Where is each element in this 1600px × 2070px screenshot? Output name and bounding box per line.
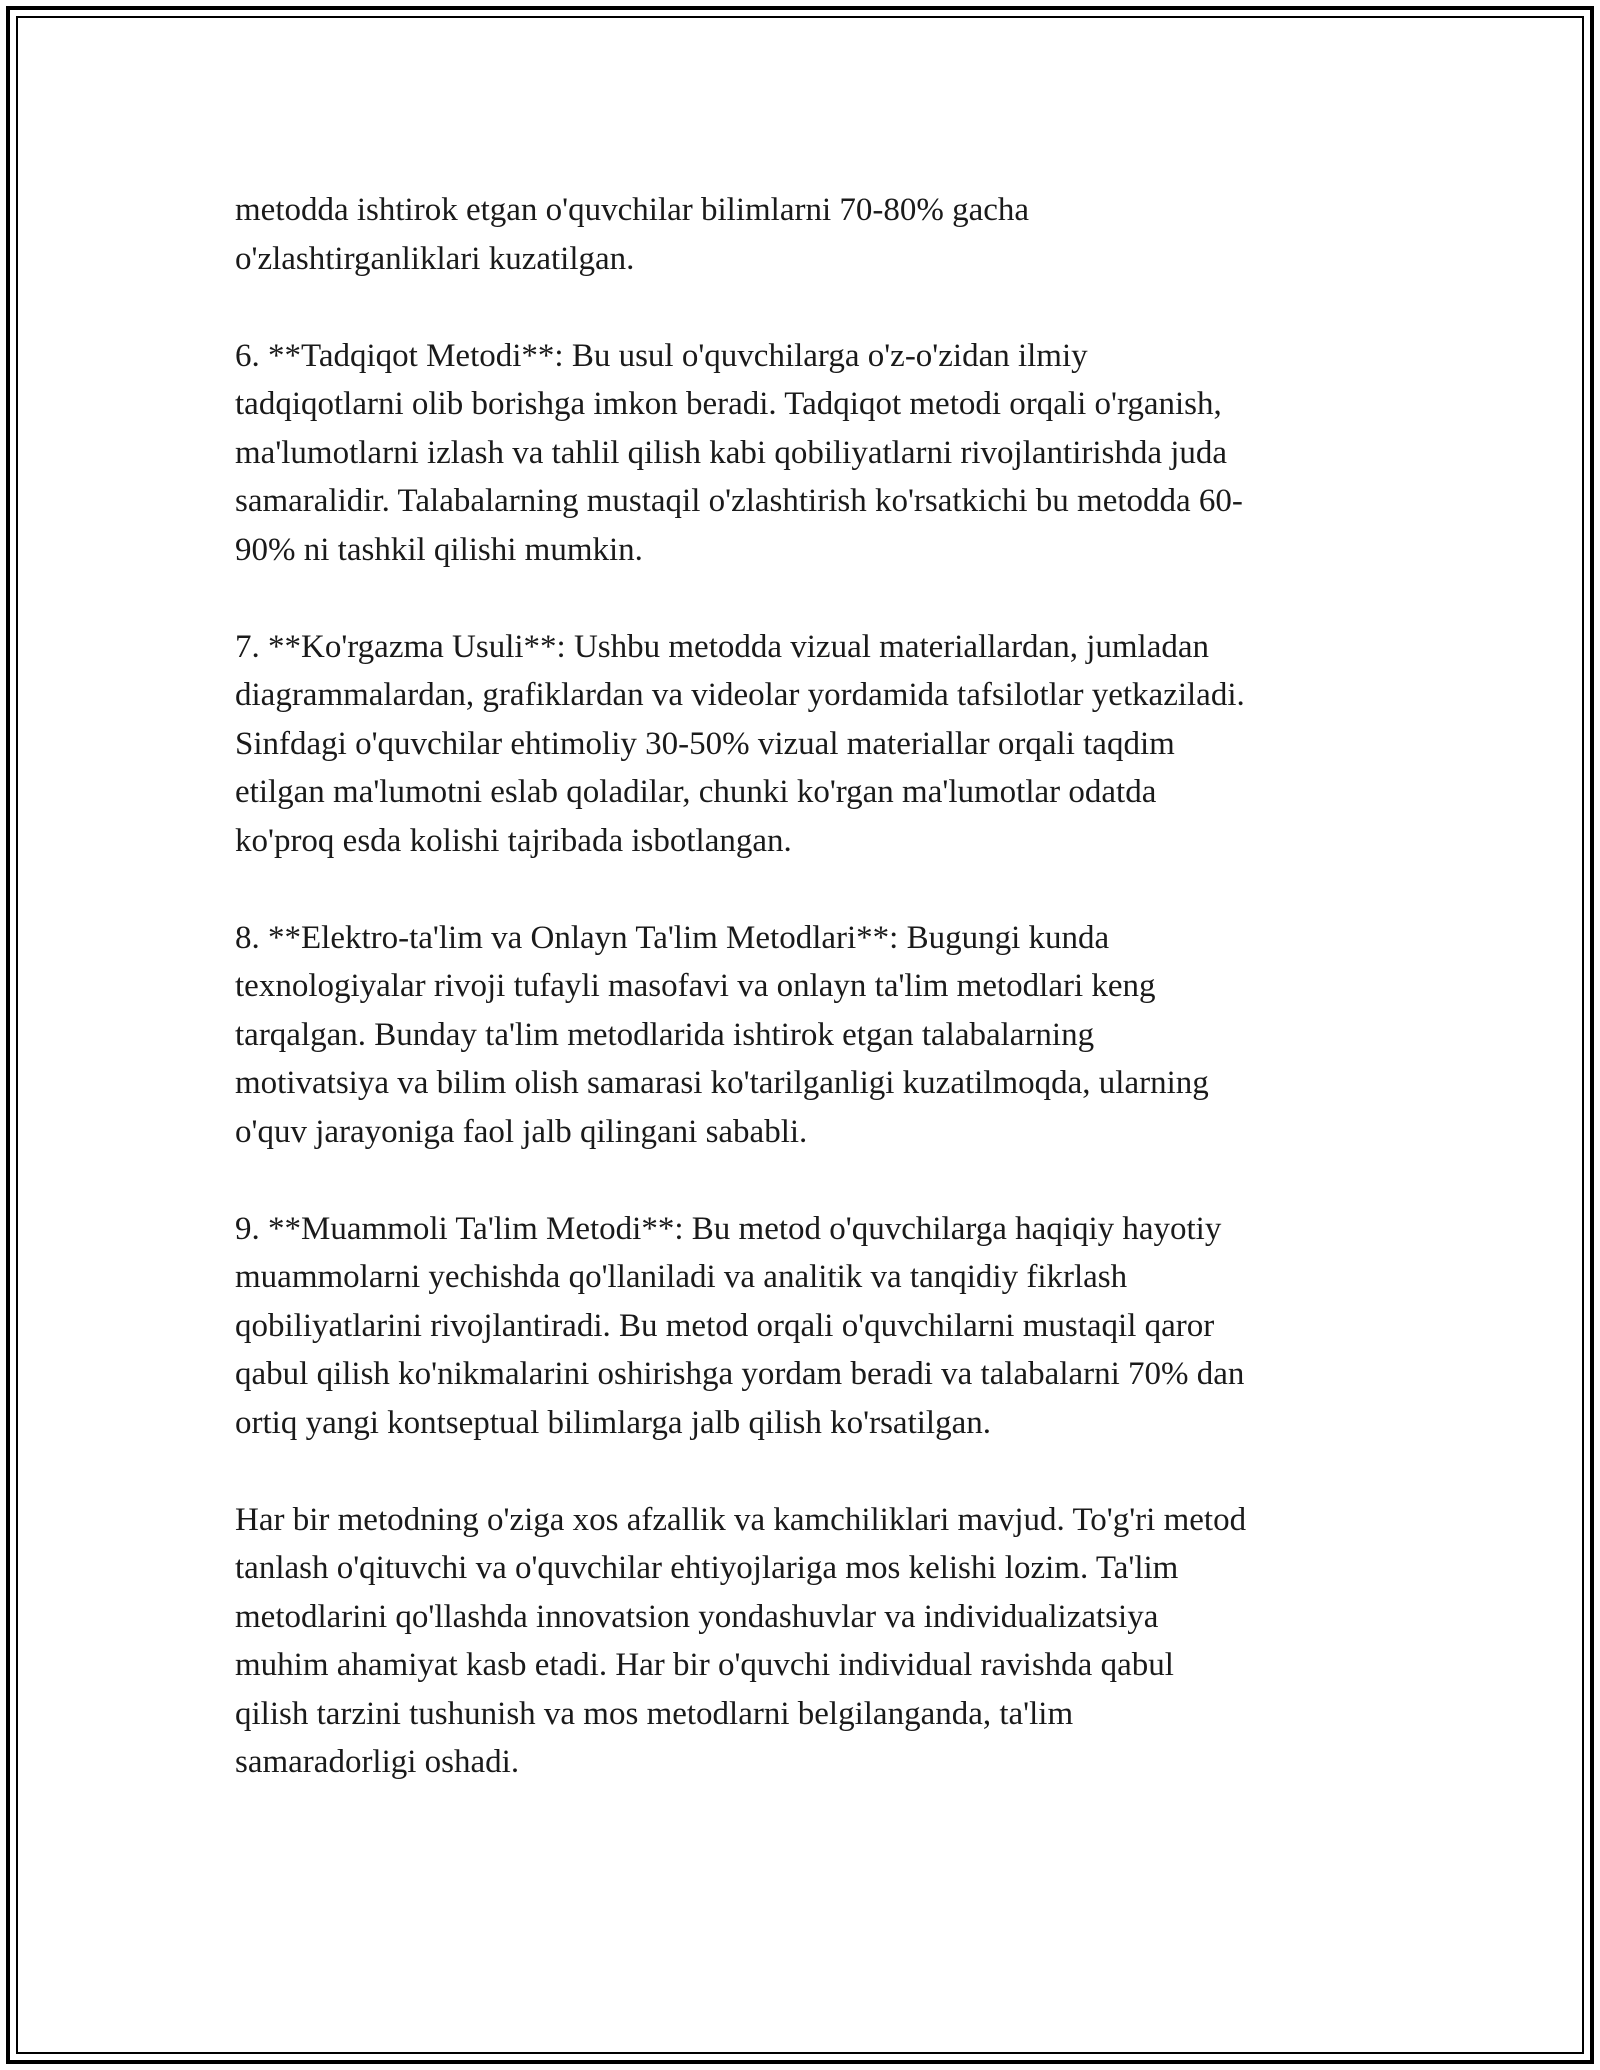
paragraph-continuation: metodda ishtirok etgan o'quvchilar bilimlarni 70-80% gacha o'zlashtirganliklari kuzatilgan. bbox=[235, 192, 1030, 277]
paragraph-conclusion: Har bir metodning o'ziga xos afzallik va kamchiliklari mavjud. To'g'ri metod tanlash o'qituvchi va o'quvchilar ehtiyojlariga mos kelishi lozim. Ta'lim metodlarini qo'llashda innovatsion yondashuvlar va individualizatsiya muhim ahamiyat kasb etadi. Har bir o'quvchi individual ravishda qabul qilish tarzini tushunish va mos metodlarni belgilanganda, ta'lim samaradorligi oshadi. bbox=[235, 1501, 1247, 1780]
document-body bbox=[235, 186, 1380, 1787]
paragraph-item-8-elektro-talim: 8. **Elektro-ta'lim va Onlayn Ta'lim Metodlari**: Bugungi kunda texnologiyalar rivoji tufayli masofavi va onlayn ta'lim metodlari keng tarqalgan. Bunday ta'lim metodlarida ishtirok etgan talabalarning motivatsiya va bilim olish samarasi ko'tarilganligi kuzatilmoqda, ularning o'quv jarayoniga faol jalb qilingani sababli. bbox=[235, 919, 1209, 1150]
paragraph-item-9-muammoli-talim: 9. **Muammoli Ta'lim Metodi**: Bu metod o'quvchilarga haqiqiy hayotiy muammolarni yechishda qo'llaniladi va analitik va tanqidiy fikrlash qobiliyatlarini rivojlantiradi. Bu metod orqali o'quvchilarni mustaqil qaror qabul qilish ko'nikmalarini oshirishga yordam beradi va talabalarni 70% dan ortiq yangi kontseptual bilimlarga jalb qilish ko'rsatilgan. bbox=[235, 1210, 1245, 1441]
paragraph-item-7-korgazma-usuli: 7. **Ko'rgazma Usuli**: Ushbu metodda vizual materiallardan, jumladan diagrammalardan, grafiklardan va videolar yordamida tafsilotlar yetkaziladi. Sinfdagi o'quvchilar ehtimoliy 30-50% vizual materiallar orqali taqdim etilgan ma'lumotni eslab qoladilar, chunki ko'rgan ma'lumotlar odatda ko'proq esda kolishi tajribada isbotlangan. bbox=[235, 628, 1245, 859]
paragraph-item-6-tadqiqot-metodi: 6. **Tadqiqot Metodi**: Bu usul o'quvchilarga o'z-o'zidan ilmiy tadqiqotlarni olib borishga imkon beradi. Tadqiqot metodi orqali o'rganish, ma'lumotlarni izlash va tahlil qilish kabi qobiliyatlarni rivojlantirishda juda samaralidir. Talabalarning mustaqil o'zlashtirish ko'rsatkichi bu metodda 60- 90% ni tashkil qilishi mumkin. bbox=[235, 337, 1243, 568]
